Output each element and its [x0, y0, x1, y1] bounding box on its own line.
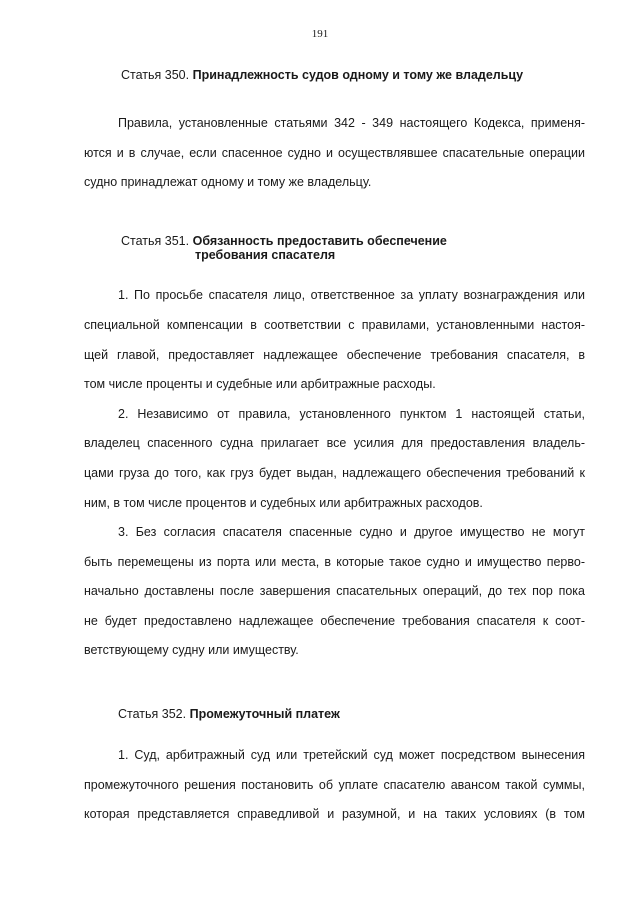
- paragraph-line: не будет предоставлено надлежащее обеспечение требования спасателя к соот-: [84, 614, 585, 628]
- paragraph-line: 2. Независимо от правила, установленного пунктом 1 настоящей статьи,: [118, 407, 585, 421]
- paragraph-line: 1. Суд, арбитражный суд или третейский суд может посредством вынесения: [118, 748, 585, 762]
- article-350-heading: [121, 67, 523, 83]
- paragraph-line: 1. По просьбе спасателя лицо, ответственное за уплату вознаграждения или: [118, 288, 585, 302]
- paragraph-line: Правила, установленные статьями 342 - 349 настоящего Кодекса, применя-: [118, 116, 585, 130]
- article-title: Принадлежность судов одному и тому же владельцу: [192, 68, 524, 82]
- article-title-cont: требования спасателя: [195, 248, 336, 262]
- paragraph-line: судно принадлежат одному и тому же владельцу.: [84, 175, 372, 189]
- paragraph-line: специальной компенсации в соответствии с правилами, установленными настоя-: [84, 318, 585, 332]
- page-number: 191: [311, 28, 329, 40]
- article-number: Статья 350.: [121, 68, 190, 82]
- paragraph-line: начально доставлены после завершения спасательных операций, до тех пор пока: [84, 584, 585, 598]
- paragraph-line: щей главой, предоставляет надлежащее обеспечение требования спасателя, в: [84, 348, 585, 362]
- article-number: Статья 352.: [118, 707, 187, 721]
- article-number: Статья 351.: [121, 234, 190, 248]
- article-title: Промежуточный платеж: [189, 707, 340, 721]
- paragraph-line: том числе проценты и судебные или арбитражные расходы.: [84, 377, 436, 391]
- article-352-heading: [118, 706, 340, 722]
- paragraph-line: ются и в случае, если спасенное судно и осуществлявшее спасательные операции: [84, 146, 585, 160]
- paragraph-line: быть перемещены из порта или места, в которые такое судно и имущество перво-: [84, 555, 585, 569]
- paragraph-line: цами груза до того, как груз будет выдан, надлежащего обеспечения требований к: [84, 466, 585, 480]
- paragraph-line: 3. Без согласия спасателя спасенные судно и другое имущество не могут: [118, 525, 585, 539]
- article-351-heading-cont: [195, 247, 335, 263]
- paragraph-line: ним, в том числе процентов и судебных или арбитражных расходов.: [84, 496, 483, 510]
- paragraph-line: которая представляется справедливой и разумной, и на таких условиях (в том: [84, 807, 585, 821]
- article-title: Обязанность предоставить обеспечение: [192, 234, 447, 248]
- paragraph-line: владелец спасенного судна прилагает все усилия для предоставления владель-: [84, 436, 585, 450]
- paragraph-line: промежуточного решения постановить об уплате спасателю авансом такой суммы,: [84, 778, 585, 792]
- paragraph-line: ветствующему судну или имуществу.: [84, 643, 299, 657]
